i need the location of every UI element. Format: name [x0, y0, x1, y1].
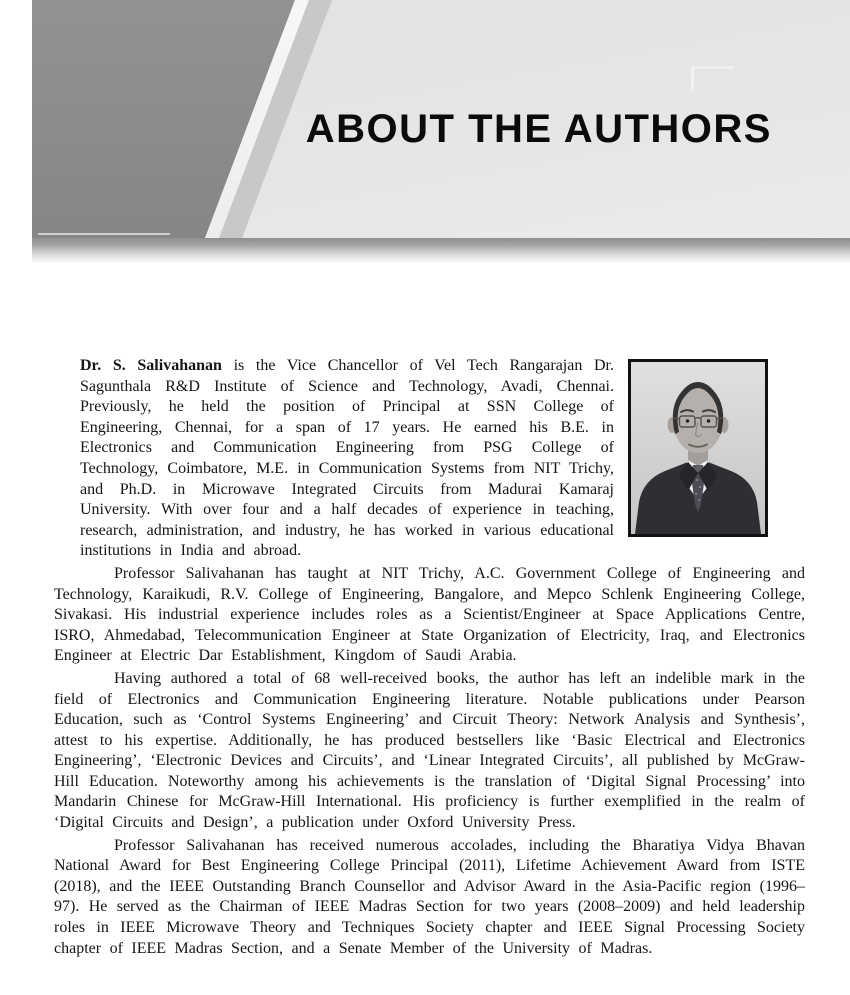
author-photo: [628, 359, 768, 537]
intro-text: is the Vice Chancellor of Vel Tech Rangarajan Dr. Sagunthala R&D Institute of Science and Technology, Avadi, Chennai. Previously, he held the position of Principal at SSN College of Engineering, Chennai, for a span of 17 years. He earned his B.E. in Electronics and Communication Engineering from PSG College of Technology, Coimbatore, M.E. in Communication Systems from NIT Trichy, and Ph.D. in Microwave Integrated Circuits from Madurai Kamaraj University. With over four and a half decades of experience in teaching, research, administration, and industry, he has worked in various educational institutions in India and abroad.: [80, 357, 615, 560]
author-portrait-illustration: [631, 362, 765, 534]
author-name: Dr. S. Salivahanan: [80, 357, 222, 374]
page-title: ABOUT THE AUTHORS: [305, 107, 772, 151]
paragraph-awards: Professor Salivahanan has received numerous accolades, including the Bharatiya Vidya Bhavan National Award for Best Engineering College Principal (2011), Lifetime Achievement Award from ISTE (2018), and the IEEE Outstanding Branch Counsellor and Advisor Award in the Asia-Pacific region (1996–97). He served as the Chairman of IEEE Madras Section for two years (2008–2009) and held leadership roles in IEEE Microwave Theory and Techniques Society chapter and IEEE Signal Processing Society chapter of IEEE Madras Section, and a Senate Member of the University of Madras.: [54, 836, 805, 957]
header-accent-line: [38, 233, 170, 235]
paragraph-author-intro: [80, 356, 805, 562]
paragraph-teaching-industry: Professor Salivahanan has taught at NIT Trichy, A.C. Government College of Engineering and Technology, Karaikudi, R.V. College of Engineering, Bangalore, and Mepco Schlenk Engineering College, Sivakasi. His industrial experience includes roles as a Scientist/Engineer at Space Applications Centre, ISRO, Ahmedabad, Telecommunication Engineer at State Organization of Electricity, Iraq, and Electronics Engineer at Electric Dar Establishment, Kingdom of Saudi Arabia.: [54, 564, 805, 665]
about-authors-content: [54, 356, 805, 961]
paragraph-books-publications: Having authored a total of 68 well-received books, the author has left an indelible mark in the field of Electronics and Communication Engineering literature. Notable publications under Pearson Education, such as ‘Control Systems Engineering’ and Circuit Theory: Network Analysis and Synthesis’, attest to his expertise. Additionally, he has produced bestsellers like ‘Basic Electrical and Electronics Engineering’, ‘Electronic Devices and Circuits’, and ‘Linear Integrated Circuits’, all published by McGraw-Hill Education. Noteworthy among his achievements is the translation of ‘Digital Signal Processing’ into Mandarin Chinese for McGraw-Hill International. His proficiency is further exemplified in the realm of ‘Digital Circuits and Design’, a publication under Oxford University Press.: [54, 669, 805, 832]
corner-bracket-mark: [691, 66, 734, 91]
page-header: [32, 0, 850, 238]
header-shadow: [32, 238, 850, 264]
